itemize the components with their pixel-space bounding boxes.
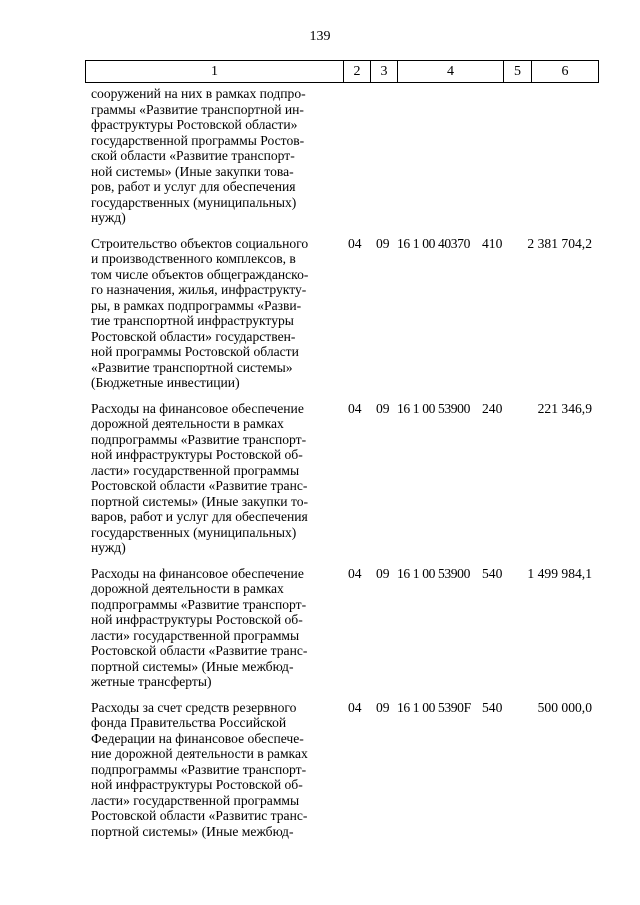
desc-line: дорожной деятельности в рамках [91, 581, 284, 596]
desc-line: Ростовской области «Развитис транс- [91, 808, 308, 823]
desc-line: подпрограммы «Развитие транспорт- [91, 431, 307, 447]
desc-line: Ростовской области «Развитие транс- [91, 478, 308, 493]
row-description [91, 566, 337, 690]
desc-line: Расходы на финансовое обеспечение [91, 565, 304, 581]
desc-line: и производственного комплексов, в [91, 251, 296, 266]
desc-line: (Бюджетные инвестиции) [91, 375, 240, 390]
amount: 2 381 704,2 [527, 235, 592, 251]
header-col-6: 6 [561, 64, 569, 79]
desc-line: варов, работ и услуг для обеспечения [91, 509, 308, 524]
amount: 221 346,9 [537, 400, 592, 416]
expense-type-code: 410 [482, 235, 503, 251]
desc-line: фонда Правительства Российской [91, 715, 287, 730]
subsection-code: 09 [376, 699, 390, 715]
header-col-1: 1 [86, 61, 344, 82]
desc-line: портной системы» (Иные межбюд- [91, 658, 294, 674]
desc-line: ров, работ и услуг для обеспечения [91, 179, 296, 194]
desc-line: ласти» государственной программы [91, 462, 300, 478]
header-col-4: 4 [398, 61, 504, 82]
desc-line: государственной программы Ростов- [91, 132, 305, 148]
table-row [91, 236, 601, 391]
desc-line: Ростовской области «Развитие транс- [91, 643, 308, 658]
subsection-code: 09 [376, 400, 390, 416]
desc-line: подпрограммы «Развитие транспорт- [91, 596, 307, 612]
table-row [91, 401, 601, 556]
desc-line: ной системы» (Иные закупки това- [91, 163, 294, 179]
expense-type-code: 540 [482, 699, 503, 715]
page-number: 139 [309, 29, 331, 44]
section-code: 04 [348, 400, 362, 416]
expense-type-code: 240 [482, 400, 503, 416]
subsection-code: 09 [376, 565, 390, 581]
expense-type-code: 540 [482, 565, 503, 581]
header-col-3: 3 [371, 61, 398, 82]
section-code: 04 [348, 699, 362, 715]
desc-line: жетные трансферты) [91, 674, 212, 689]
desc-line: граммы «Развитие транспортной ин- [91, 101, 304, 117]
desc-line: нужд) [91, 540, 126, 555]
desc-line: тие транспортной инфраструктуры [91, 313, 294, 328]
row-description [91, 86, 337, 226]
desc-line: подпрограммы «Развитие транспорт- [91, 761, 307, 777]
desc-line: дорожной деятельности в рамках [91, 416, 284, 431]
target-article-code: 16 1 00 53900 [397, 565, 470, 581]
subsection-code: 09 [376, 235, 390, 251]
target-article-code: 16 1 00 53900 [397, 400, 470, 416]
table-row [91, 86, 601, 226]
desc-line: нужд) [91, 210, 126, 225]
desc-line: том числе объектов общегражданско- [91, 266, 309, 282]
header-col-5: 5 [504, 61, 532, 82]
row-description [91, 700, 337, 840]
desc-line: ние дорожной деятельности в рамках [91, 746, 308, 761]
desc-line: портной системы» (Иные межбюд- [91, 823, 294, 839]
desc-line: Строительство объектов социального [91, 235, 309, 251]
desc-line: ской области «Развитие транспорт- [91, 148, 295, 163]
desc-line: ной инфраструктуры Ростовской об- [91, 447, 303, 462]
desc-line: Ростовской области» государствен- [91, 328, 296, 344]
section-code: 04 [348, 235, 362, 251]
desc-line: «Развитие транспортной системы» [91, 359, 293, 375]
table-body [91, 86, 601, 849]
desc-line: ласти» государственной программы [91, 627, 300, 643]
desc-line: ласти» государственной программы [91, 792, 300, 808]
target-article-code: 16 1 00 5390F [397, 699, 471, 715]
desc-line: сооружений на них в рамках подпро- [91, 86, 306, 101]
desc-line: Расходы на финансовое обеспечение [91, 400, 304, 416]
amount: 1 499 984,1 [527, 565, 592, 581]
desc-line: ры, в рамках подпрограммы «Разви- [91, 297, 302, 313]
row-description [91, 236, 337, 391]
desc-line: государственных (муниципальных) [91, 524, 297, 540]
table-row [91, 566, 601, 690]
table-row [91, 700, 601, 840]
table-header [85, 60, 599, 83]
desc-line: Федерации на финансовое обеспече- [91, 730, 304, 746]
header-col-2: 2 [344, 61, 371, 82]
desc-line: Расходы за счет средств резервного [91, 699, 297, 715]
desc-line: государственных (муниципальных) [91, 194, 297, 210]
desc-line: ной инфраструктуры Ростовской об- [91, 612, 303, 627]
section-code: 04 [348, 565, 362, 581]
target-article-code: 16 1 00 40370 [397, 235, 470, 251]
desc-line: портной системы» (Иные закупки то- [91, 493, 309, 509]
desc-line: ной инфраструктуры Ростовской об- [91, 777, 303, 792]
desc-line: го назначения, жилья, инфраструкту- [91, 282, 307, 297]
desc-line: ной программы Ростовской области [91, 344, 299, 359]
row-description [91, 401, 337, 556]
amount: 500 000,0 [537, 699, 592, 715]
desc-line: фраструктуры Ростовской области» [91, 117, 298, 132]
